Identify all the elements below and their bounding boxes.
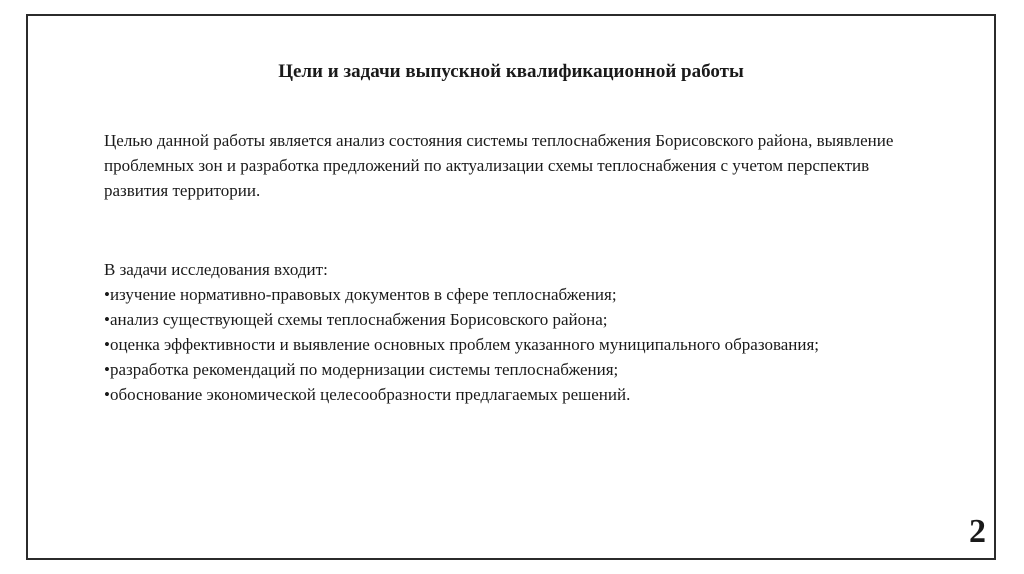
tasks-block <box>104 257 934 407</box>
task-item: •анализ существующей схемы теплоснабжения Борисовского района; <box>104 310 608 329</box>
goal-paragraph: Целью данной работы является анализ состояния системы теплоснабжения Борисовского района, выявление проблемных зон и разработка предложений по актуализации схемы теплоснабжения с учетом перспектив развития территории. <box>104 131 894 200</box>
slide-frame <box>26 14 996 560</box>
task-list <box>104 282 934 407</box>
task-item: •изучение нормативно-правовых документов в сфере теплоснабжения; <box>104 285 617 304</box>
slide-title: Цели и задачи выпускной квалификационной работы <box>278 61 744 82</box>
task-item: •оценка эффективности и выявление основных проблем указанного муниципального образования; <box>104 335 820 354</box>
page-number: 2 <box>969 513 986 550</box>
task-item: •разработка рекомендаций по модернизации системы теплоснабжения; <box>104 360 619 379</box>
task-item: •обоснование экономической целесообразности предлагаемых решений. <box>104 385 631 404</box>
tasks-heading: В задачи исследования входит: <box>104 260 328 279</box>
